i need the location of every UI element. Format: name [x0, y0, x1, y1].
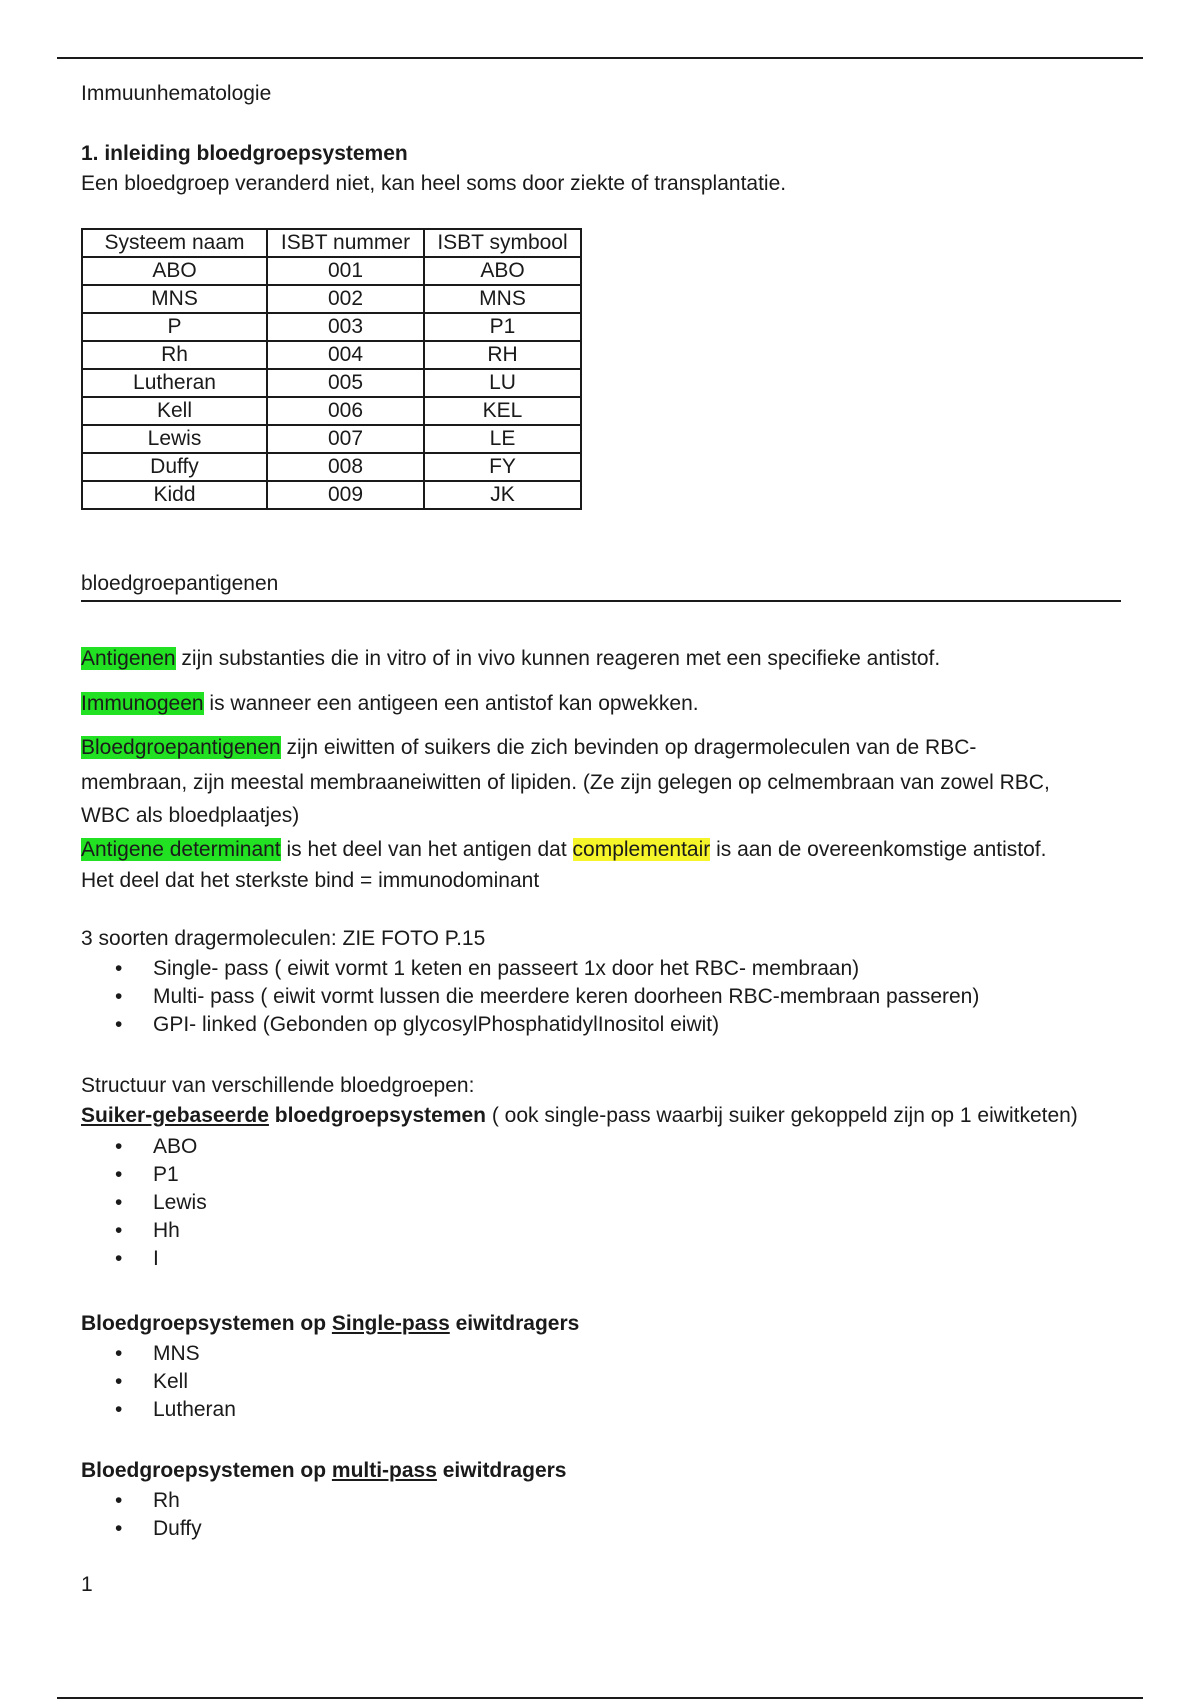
table-header-cell: ISBT symbool [424, 229, 581, 257]
table-cell: 005 [267, 369, 424, 397]
list-item: • Multi- pass ( eiwit vormt lussen die meerdere keren doorheen RBC-membraan passeren) [81, 983, 979, 1011]
carriers-intro: 3 soorten dragermoleculen: ZIE FOTO P.15 [81, 927, 486, 950]
table-cell: 007 [267, 425, 424, 453]
table-row [82, 453, 581, 481]
bullet-icon: • [115, 1342, 123, 1365]
bullet-icon: • [115, 1517, 123, 1540]
subheading-bloedgroepantigenen: bloedgroepantigenen [81, 572, 279, 595]
table-cell: 002 [267, 285, 424, 313]
list-item: • Single- pass ( eiwit vormt 1 keten en passeert 1x door het RBC- membraan) [81, 955, 979, 983]
table-cell: LU [424, 369, 581, 397]
table-cell: Kell [82, 397, 267, 425]
table-cell: MNS [424, 285, 581, 313]
list-item: • Hh [81, 1217, 207, 1245]
bullet-icon: • [115, 1219, 123, 1242]
bullet-icon: • [115, 1247, 123, 1270]
subheading-rule [81, 600, 1121, 602]
sugar-heading [81, 1104, 1078, 1128]
table-cell: ABO [424, 257, 581, 285]
table-row [82, 397, 581, 425]
isbt-table [81, 228, 582, 510]
table-row [82, 257, 581, 285]
top-rule [57, 57, 1143, 59]
table-row [82, 425, 581, 453]
list-item: • Lutheran [81, 1396, 236, 1424]
table-cell: JK [424, 481, 581, 509]
table-cell: 001 [267, 257, 424, 285]
structure-intro: Structuur van verschillende bloedgroepen: [81, 1074, 475, 1097]
bullet-icon: • [115, 985, 123, 1008]
bullet-icon: • [115, 1135, 123, 1158]
table-cell: 003 [267, 313, 424, 341]
table-cell: RH [424, 341, 581, 369]
definition-text: zijn substanties die in vitro of in vivo kunnen reageren met een specifieke antistof. [175, 647, 941, 670]
document-title: Immuunhematologie [81, 82, 272, 105]
list-item: • P1 [81, 1161, 207, 1189]
definition-bloedgroepantigenen-line2: membraan, zijn meestal membraaneiwitten of lipiden. (Ze zijn gelegen op celmembraan van zowel RBC, [81, 771, 1050, 794]
single-pass-list [81, 1340, 236, 1424]
bullet-icon: • [115, 1370, 123, 1393]
table-row [82, 481, 581, 509]
term-complementair: complementair [572, 838, 711, 861]
table-cell: 006 [267, 397, 424, 425]
list-item: • Duffy [81, 1515, 202, 1543]
table-cell: Lewis [82, 425, 267, 453]
list-item: • ABO [81, 1133, 207, 1161]
bottom-rule [57, 1697, 1143, 1699]
bullet-icon: • [115, 957, 123, 980]
definition-text: is wanneer een antigeen een antistof kan opwekken. [203, 692, 699, 715]
bullet-icon: • [115, 1489, 123, 1512]
multi-pass-list [81, 1487, 202, 1543]
single-pass-heading: Bloedgroepsystemen op Single-pass eiwitdragers [81, 1312, 580, 1335]
bullet-icon: • [115, 1191, 123, 1214]
page-number: 1 [81, 1573, 93, 1596]
definition-bloedgroepantigenen [81, 736, 976, 760]
definition-antigene-determinant [81, 838, 1046, 862]
multi-pass-underlined: multi-pass [331, 1459, 437, 1482]
sugar-heading-bold: bloedgroepsystemen [268, 1104, 486, 1127]
table-cell: Rh [82, 341, 267, 369]
table-cell: LE [424, 425, 581, 453]
definition-antigenen [81, 647, 940, 671]
definition-immunogeen [81, 692, 699, 716]
single-pass-underlined: Single-pass [331, 1312, 450, 1335]
table-cell: Lutheran [82, 369, 267, 397]
list-item: • I [81, 1245, 207, 1273]
table-row [82, 313, 581, 341]
carriers-list [81, 955, 979, 1039]
table-cell: ABO [82, 257, 267, 285]
table-cell: 004 [267, 341, 424, 369]
table-row [82, 369, 581, 397]
table-cell: FY [424, 453, 581, 481]
table-header-row [82, 229, 581, 257]
list-item: • GPI- linked (Gebonden op glycosylPhosphatidylInositol eiwit) [81, 1011, 979, 1039]
section-heading: 1. inleiding bloedgroepsystemen [81, 142, 408, 165]
bullet-icon: • [115, 1013, 123, 1036]
table-cell: 009 [267, 481, 424, 509]
table-cell: P [82, 313, 267, 341]
definition-text: zijn eiwitten of suikers die zich bevinden op dragermoleculen van de RBC- [280, 736, 977, 759]
bullet-icon: • [115, 1163, 123, 1186]
table-cell: Kidd [82, 481, 267, 509]
sugar-heading-underlined: Suiker-gebaseerde [81, 1104, 269, 1127]
sugar-list [81, 1133, 207, 1273]
term-immunogeen: Immunogeen [81, 692, 204, 715]
definition-text: is aan de overeenkomstige antistof. [710, 838, 1047, 861]
term-antigene-determinant: Antigene determinant [81, 838, 281, 861]
list-item: • Rh [81, 1487, 202, 1515]
definition-bloedgroepantigenen-line3: WBC als bloedplaatjes) [81, 804, 300, 827]
list-item: • Kell [81, 1368, 236, 1396]
table-cell: 008 [267, 453, 424, 481]
table-header-cell: ISBT nummer [267, 229, 424, 257]
table-row [82, 341, 581, 369]
multi-pass-heading: Bloedgroepsystemen op multi-pass eiwitdragers [81, 1459, 567, 1482]
list-item: • Lewis [81, 1189, 207, 1217]
table-row [82, 285, 581, 313]
term-antigenen: Antigenen [81, 647, 176, 670]
table-cell: MNS [82, 285, 267, 313]
table-cell: P1 [424, 313, 581, 341]
term-bloedgroepantigenen: Bloedgroepantigenen [81, 736, 281, 759]
list-item: • MNS [81, 1340, 236, 1368]
bullet-icon: • [115, 1398, 123, 1421]
table-cell: Duffy [82, 453, 267, 481]
section-intro: Een bloedgroep veranderd niet, kan heel soms door ziekte of transplantatie. [81, 172, 787, 195]
immunodominant-line: Het deel dat het sterkste bind = immunodominant [81, 869, 540, 892]
sugar-heading-note: ( ook single-pass waarbij suiker gekoppeld zijn op 1 eiwitketen) [486, 1104, 1078, 1127]
table-header-cell: Systeem naam [82, 229, 267, 257]
table-cell: KEL [424, 397, 581, 425]
definition-text: is het deel van het antigen dat [280, 838, 573, 861]
